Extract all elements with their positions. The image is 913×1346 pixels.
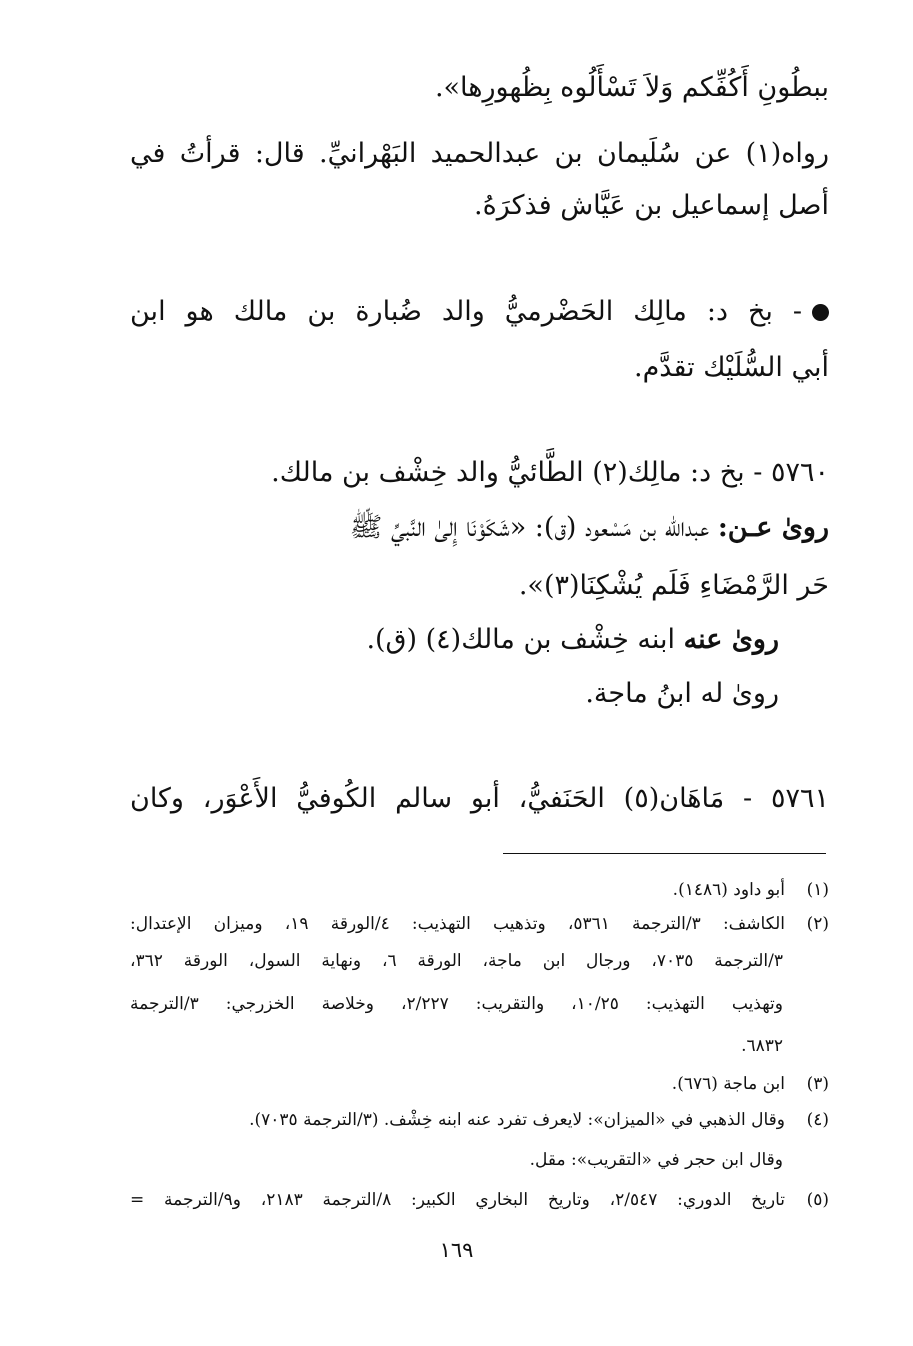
narrated-by-label: روىٰ عنه <box>683 624 779 655</box>
footnote-1 <box>130 880 829 900</box>
narrated-by-text: ابنه خِشْف بن مالك(٤) (ق). <box>366 624 676 655</box>
narrated-from-text: عبدالله بن مَسْعود (ق): «شَكَوْنَا إِلىٰ النَّبيِّ ﷺ <box>349 512 710 543</box>
footnote-4-line-2: وقال ابن حجر في «التقريب»: مقل. <box>529 1150 783 1170</box>
footnote-3 <box>130 1074 829 1094</box>
footnote-2-line-3: وتهذيب التهذيب: ١٠/٢٥، والتقريب: ٢/٢٢٧، وخلاصة الخزرجي: ٣/الترجمة <box>130 994 783 1014</box>
footnote-text: أبو داود (١٤٨٦). <box>672 880 785 900</box>
footnote-5 <box>130 1190 829 1210</box>
narrated-from-label: روىٰ عـن: <box>717 512 829 543</box>
footnote-text: تاريخ الدوري: ٢/٥٤٧، وتاريخ البخاري الكبير: ٨/الترجمة ٢١٨٣، و٩/الترجمة = <box>130 1190 786 1210</box>
text-line-3: أصل إسماعيل بن عَيَّاش فذكرَهُ. <box>474 190 829 221</box>
text-line-8: حَر الرَّمْضَاءِ فَلَم يُشْكِنَا(٣)». <box>518 570 829 601</box>
footnote-separator <box>503 853 826 854</box>
text-line-2: رواه(١) عن سُلَيمان بن عبدالحميد البَهْرانيِّ. قال: قرأتُ في <box>130 138 829 169</box>
text-line-1: ببطُونِ أَكُفِّكم وَلاَ تَسْأَلُوه بِظُهورِها». <box>434 72 829 103</box>
page-number: ١٦٩ <box>439 1238 474 1262</box>
narrated-by-line <box>130 624 779 656</box>
entry-5761-heading: ٥٧٦١ - مَاهَان(٥) الحَنَفيُّ، أبو سالم الكُوفيُّ الأَعْوَر، وكان <box>130 783 829 814</box>
footnote-number: (١) <box>806 880 829 900</box>
footnote-2 <box>130 914 829 934</box>
footnote-2-line-4: ٦٨٣٢. <box>741 1036 783 1056</box>
entry-text: - بخ د: مالِك الحَضْرميُّ والد ضُبارة بن مالك هو ابن <box>130 296 802 327</box>
text-line-10: روىٰ له ابنُ ماجة. <box>585 678 779 709</box>
footnote-text: الكاشف: ٣/الترجمة ٥٣٦١، وتذهيب التهذيب: ٤/الورقة ١٩، وميزان الإعتدال: <box>130 914 785 934</box>
entry-malik-hadrami <box>130 296 829 328</box>
narrated-from-line <box>130 512 829 544</box>
text-line-5: أبي السُّلَيْك تقدَّم. <box>634 352 829 383</box>
footnote-number: (٢) <box>806 914 829 934</box>
bullet-icon <box>812 304 829 321</box>
footnote-4 <box>130 1110 829 1130</box>
footnote-number: (٤) <box>806 1110 829 1130</box>
footnote-2-line-2: ٣/الترجمة ٧٠٣٥، ورجال ابن ماجة، الورقة ٦، ونهاية السول، الورقة ٣٦٢، <box>130 951 783 971</box>
footnote-number: (٥) <box>806 1190 830 1210</box>
footnote-text: وقال الذهبي في «الميزان»: لايعرف تفرد عنه ابنه خِشْف. (٣/الترجمة ٧٠٣٥). <box>249 1110 785 1130</box>
entry-5760-heading: ٥٧٦٠ - بخ د: مالِك(٢) الطَّائيُّ والد خِشْف بن مالك. <box>271 457 829 488</box>
footnote-text: ابن ماجة (٦٧٦). <box>671 1074 785 1094</box>
footnote-number: (٣) <box>806 1074 829 1094</box>
